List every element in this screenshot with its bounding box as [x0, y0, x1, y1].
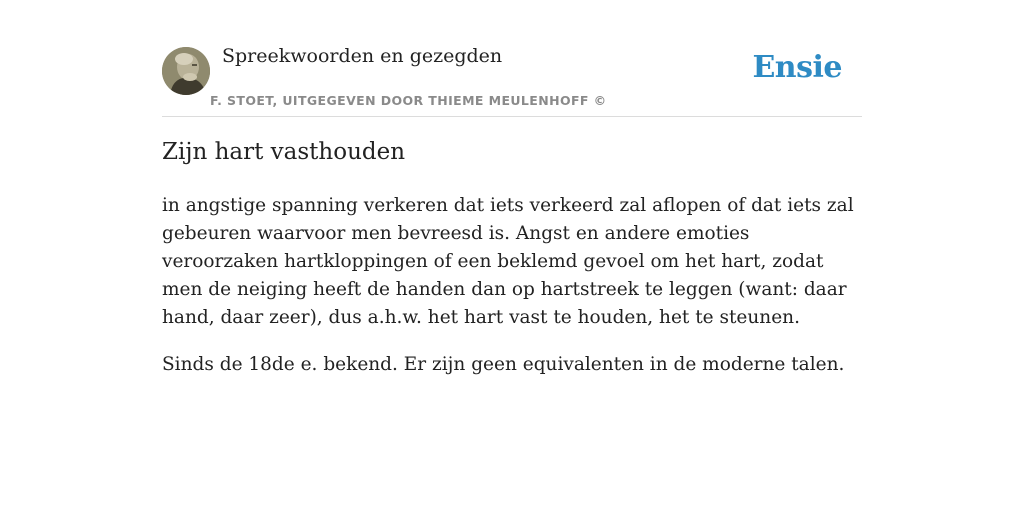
- entry-body: [162, 192, 862, 398]
- ensie-logo-link[interactable]: Ensie: [752, 50, 842, 85]
- source-credit: F. STOET, UITGEGEVEN DOOR THIEME MEULENHOFF ©: [210, 93, 607, 108]
- source-title[interactable]: Spreekwoorden en gezegden: [222, 45, 503, 67]
- source-header: [162, 0, 862, 117]
- author-portrait-avatar[interactable]: [162, 47, 210, 95]
- entry-title: Zijn hart vasthouden: [162, 139, 406, 165]
- entry-paragraph: Sinds de 18de e. bekend. Er zijn geen equivalenten in de moderne talen.: [162, 354, 845, 375]
- portrait-icon: [162, 47, 210, 95]
- page-container: [162, 0, 862, 375]
- entry-paragraph: in angstige spanning verkeren dat iets verkeerd zal aflopen of dat iets zal gebeuren waarvoor men bevreesd is. Angst en andere emoties veroorzaken hartkloppingen of een beklemd gevoel om het hart, zodat men de neiging heeft de handen dan op hartstreek te leggen (want: daar hand, daar zeer), dus a.h.w. het hart vast te houden, het te steunen.: [162, 195, 854, 328]
